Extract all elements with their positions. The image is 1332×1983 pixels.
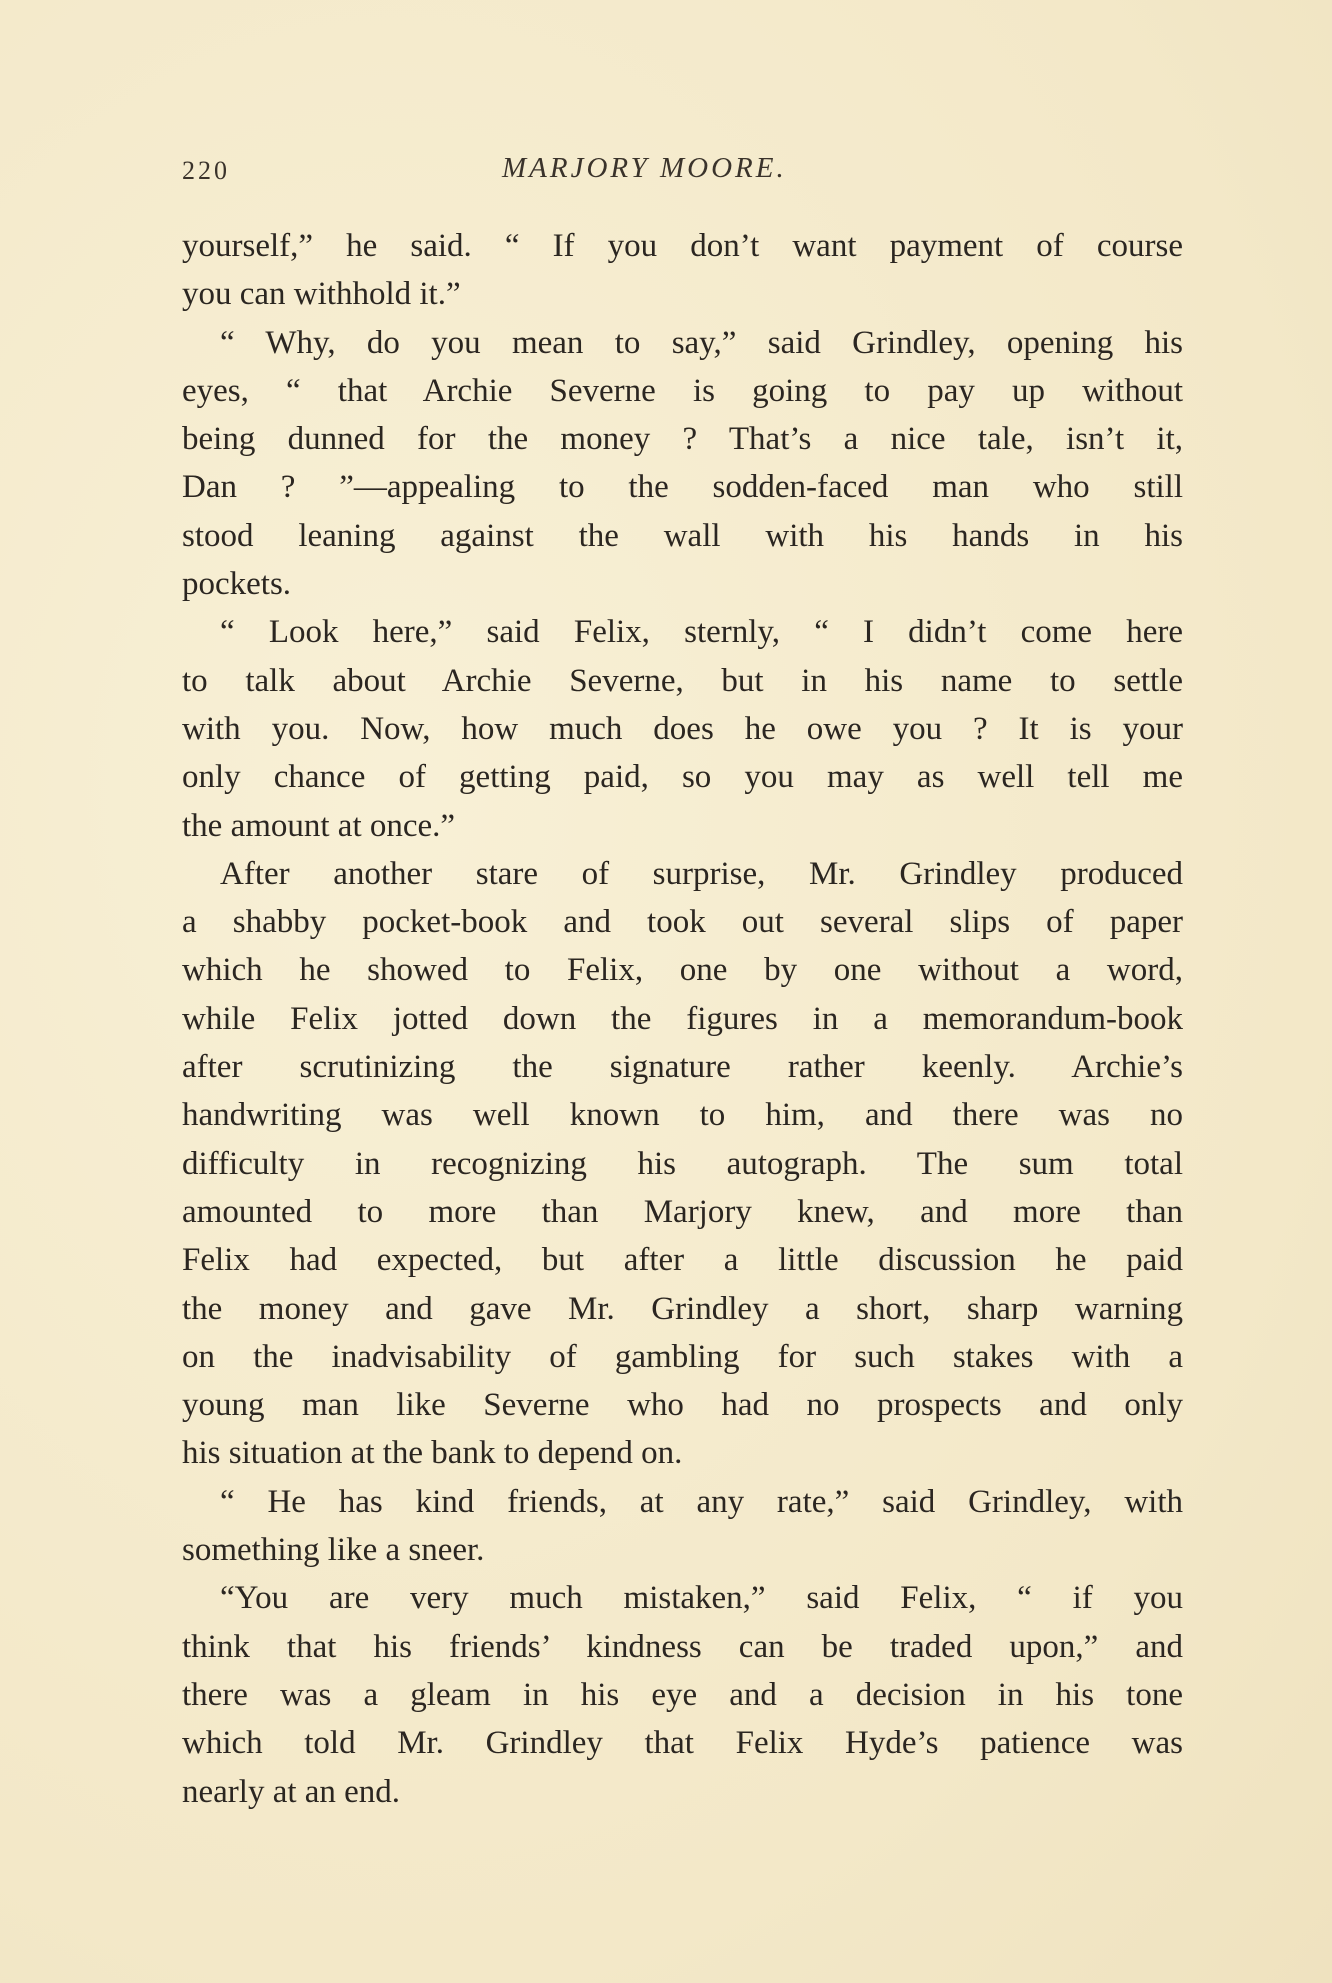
running-head (182, 148, 1182, 188)
text-line: you can withhold it.” (182, 276, 461, 313)
page-number: 220 (182, 156, 230, 185)
text-line: after scrutinizing the signature rather keenly. Archie’s (182, 1049, 1183, 1086)
text-line: Dan ? ”—appealing to the sodden-faced man who still (182, 469, 1183, 506)
text-line: something like a sneer. (182, 1532, 485, 1569)
text-line: handwriting was well known to him, and there was no (182, 1097, 1183, 1134)
text-line: After another stare of surprise, Mr. Grindley produced (220, 855, 1183, 892)
text-line: while Felix jotted down the figures in a memorandum-book (182, 1000, 1183, 1037)
text-line: only chance of getting paid, so you may as well tell me (182, 759, 1183, 796)
text-line: “You are very much mistaken,” said Felix, “ if you (220, 1580, 1183, 1617)
text-line: the amount at once.” (182, 807, 456, 844)
text-line: nearly at an end. (182, 1773, 401, 1810)
text-line: being dunned for the money ? That’s a nice tale, isn’t it, (182, 421, 1183, 458)
text-line: his situation at the bank to depend on. (182, 1435, 683, 1472)
text-line: eyes, “ that Archie Severne is going to pay up without (182, 372, 1183, 409)
text-line: to talk about Archie Severne, but in his name to settle (182, 662, 1183, 699)
text-line: which told Mr. Grindley that Felix Hyde’s patience was (182, 1725, 1183, 1762)
text-line: think that his friends’ kindness can be traded upon,” and (182, 1628, 1183, 1665)
text-line: which he showed to Felix, one by one without a word, (182, 952, 1183, 989)
text-line: Felix had expected, but after a little discussion he paid (182, 1242, 1183, 1279)
text-line: yourself,” he said. “ If you don’t want payment of course (182, 228, 1183, 264)
text-line: “ He has kind friends, at any rate,” said Grindley, with (220, 1483, 1183, 1520)
text-line: young man like Severne who had no prospects and only (182, 1387, 1183, 1424)
book-title: MARJORY MOORE. (502, 152, 787, 184)
text-line: difficulty in recognizing his autograph. The sum total (182, 1145, 1183, 1182)
body-text (182, 222, 1183, 1816)
text-line: “ Why, do you mean to say,” said Grindley, opening his (220, 324, 1183, 361)
text-line: there was a gleam in his eye and a decision in his tone (182, 1676, 1183, 1713)
text-line: “ Look here,” said Felix, sternly, “ I didn’t come here (220, 614, 1183, 651)
text-line: with you. Now, how much does he owe you ? It is your (182, 710, 1183, 747)
text-line: pockets. (182, 566, 292, 603)
text-line: a shabby pocket-book and took out several slips of paper (182, 904, 1183, 941)
text-line: stood leaning against the wall with his hands in his (182, 517, 1183, 554)
text-line: the money and gave Mr. Grindley a short, sharp warning (182, 1290, 1183, 1327)
text-line: amounted to more than Marjory knew, and more than (182, 1193, 1183, 1230)
text-line: on the inadvisability of gambling for such stakes with a (182, 1338, 1183, 1375)
